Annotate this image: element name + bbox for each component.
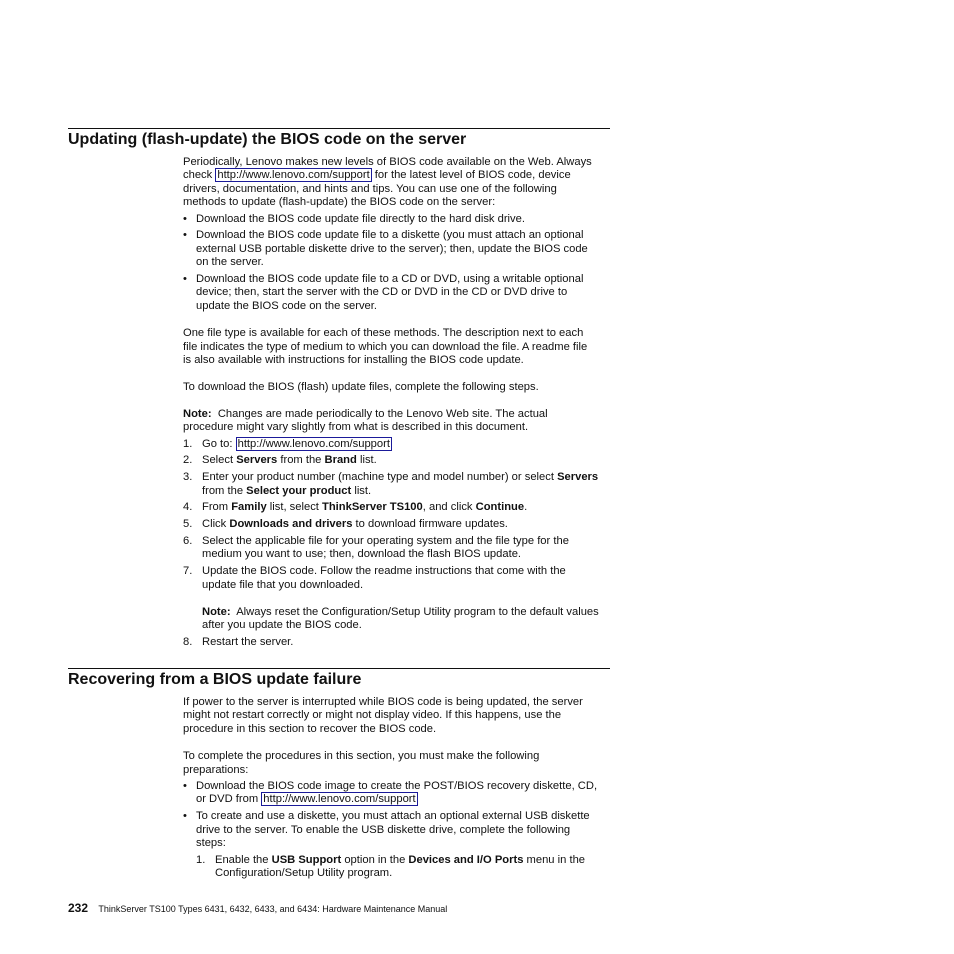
list-item: • Download the BIOS code image to create the POST/BIOS recovery diskette, CD, or DVD from http://www.lenovo.com/support [183,780,598,806]
body-paragraph: To complete the procedures in this section, you must make the following preparations: [183,750,540,776]
bullet-icon: • [183,212,187,225]
body-paragraph: If power to the server is interrupted while BIOS code is being updated, the server might not restart correctly or might not display video. If this happens, use the procedure in this section to recover the BIOS code. [183,696,583,735]
support-link[interactable]: http://www.lenovo.com/support [263,793,416,806]
step-item: 7. Update the BIOS code. Follow the readme instructions that come with the update file that you downloaded. Note: Always reset the Configuration/Setup Utility program to the default values after you update the BIOS code. [183,565,613,632]
note-label: Note: [202,605,231,618]
step-item: 4. From Family list, select ThinkServer TS100, and click Continue. [183,501,528,514]
bullet-icon: • [183,229,187,242]
step-item: 6. Select the applicable file for your operating system and the file type for the medium you want to use; then, download the flash BIOS update. [183,535,569,561]
step-note: Note: Always reset the Configuration/Setup Utility program to the default values [202,605,599,618]
page-footer [68,901,447,916]
section-rule [68,668,610,669]
support-link[interactable]: http://www.lenovo.com/support [237,437,390,450]
sub-step-item: 1. Enable the USB Support option in the Devices and I/O Ports menu in the Configuration/Setup Utility program. [196,853,586,880]
support-link[interactable]: http://www.lenovo.com/support [217,169,370,182]
intro-paragraph: Periodically, Lenovo makes new levels of BIOS code available on the Web. Always check http://www.lenovo.com/support for the latest level of BIOS code, device drivers, documentation, and hints and tips. You can use one of the following methods to update (flash-update) the BIOS code on the server: [183,156,592,209]
body-paragraph: To download the BIOS (flash) update files, complete the following steps. [183,381,539,394]
body-paragraph: One file type is available for each of these methods. The description next to each file indicates the type of medium to which you can download the file. A readme file is also available with instructions for installing the BIOS code update. [183,327,588,367]
bullet-icon: • [183,273,187,286]
list-item: • Download the BIOS code update file to a CD or DVD, using a writable optional device; then, start the server with the CD or DVD in the CD or DVD drive to update the BIOS code on the server. [183,273,584,312]
list-item: • To create and use a diskette, you must attach an optional external USB diskette drive to the server. To enable the USB diskette drive, complete the following steps: [183,810,590,850]
section-rule [68,128,610,129]
section-heading: Updating (flash-update) the BIOS code on the server [68,131,467,148]
bullet-icon: • [183,780,187,793]
step-item: 8. Restart the server. [183,635,294,648]
step-item: 1. Go to: http://www.lenovo.com/support [183,437,390,450]
list-item: • Download the BIOS code update file to a diskette (you must attach an optional external USB portable diskette drive to the server); then, update the BIOS code on the server. [183,229,588,269]
section-body [183,156,613,649]
list-item: • Download the BIOS code update file directly to the hard disk drive. [183,212,525,225]
section-body [183,696,613,881]
footer-text: ThinkServer TS100 Types 6431, 6432, 6433, and 6434: Hardware Maintenance Manual [98,904,448,914]
step-item: 3. Enter your product number (machine type and model number) or select Servers from the Select your product list. [183,471,599,497]
section-heading: Recovering from a BIOS update failure [68,671,362,688]
note-label: Note: [183,407,212,420]
step-item: 2. Select Servers from the Brand list. [183,454,377,467]
note: Note: Changes are made periodically to the Lenovo Web site. The actual procedure might vary slightly from what is described in this document. [183,407,548,434]
page-number: 232 [68,901,89,915]
bullet-icon: • [183,810,187,823]
step-item: 5. Click Downloads and drivers to download firmware updates. [183,518,508,531]
